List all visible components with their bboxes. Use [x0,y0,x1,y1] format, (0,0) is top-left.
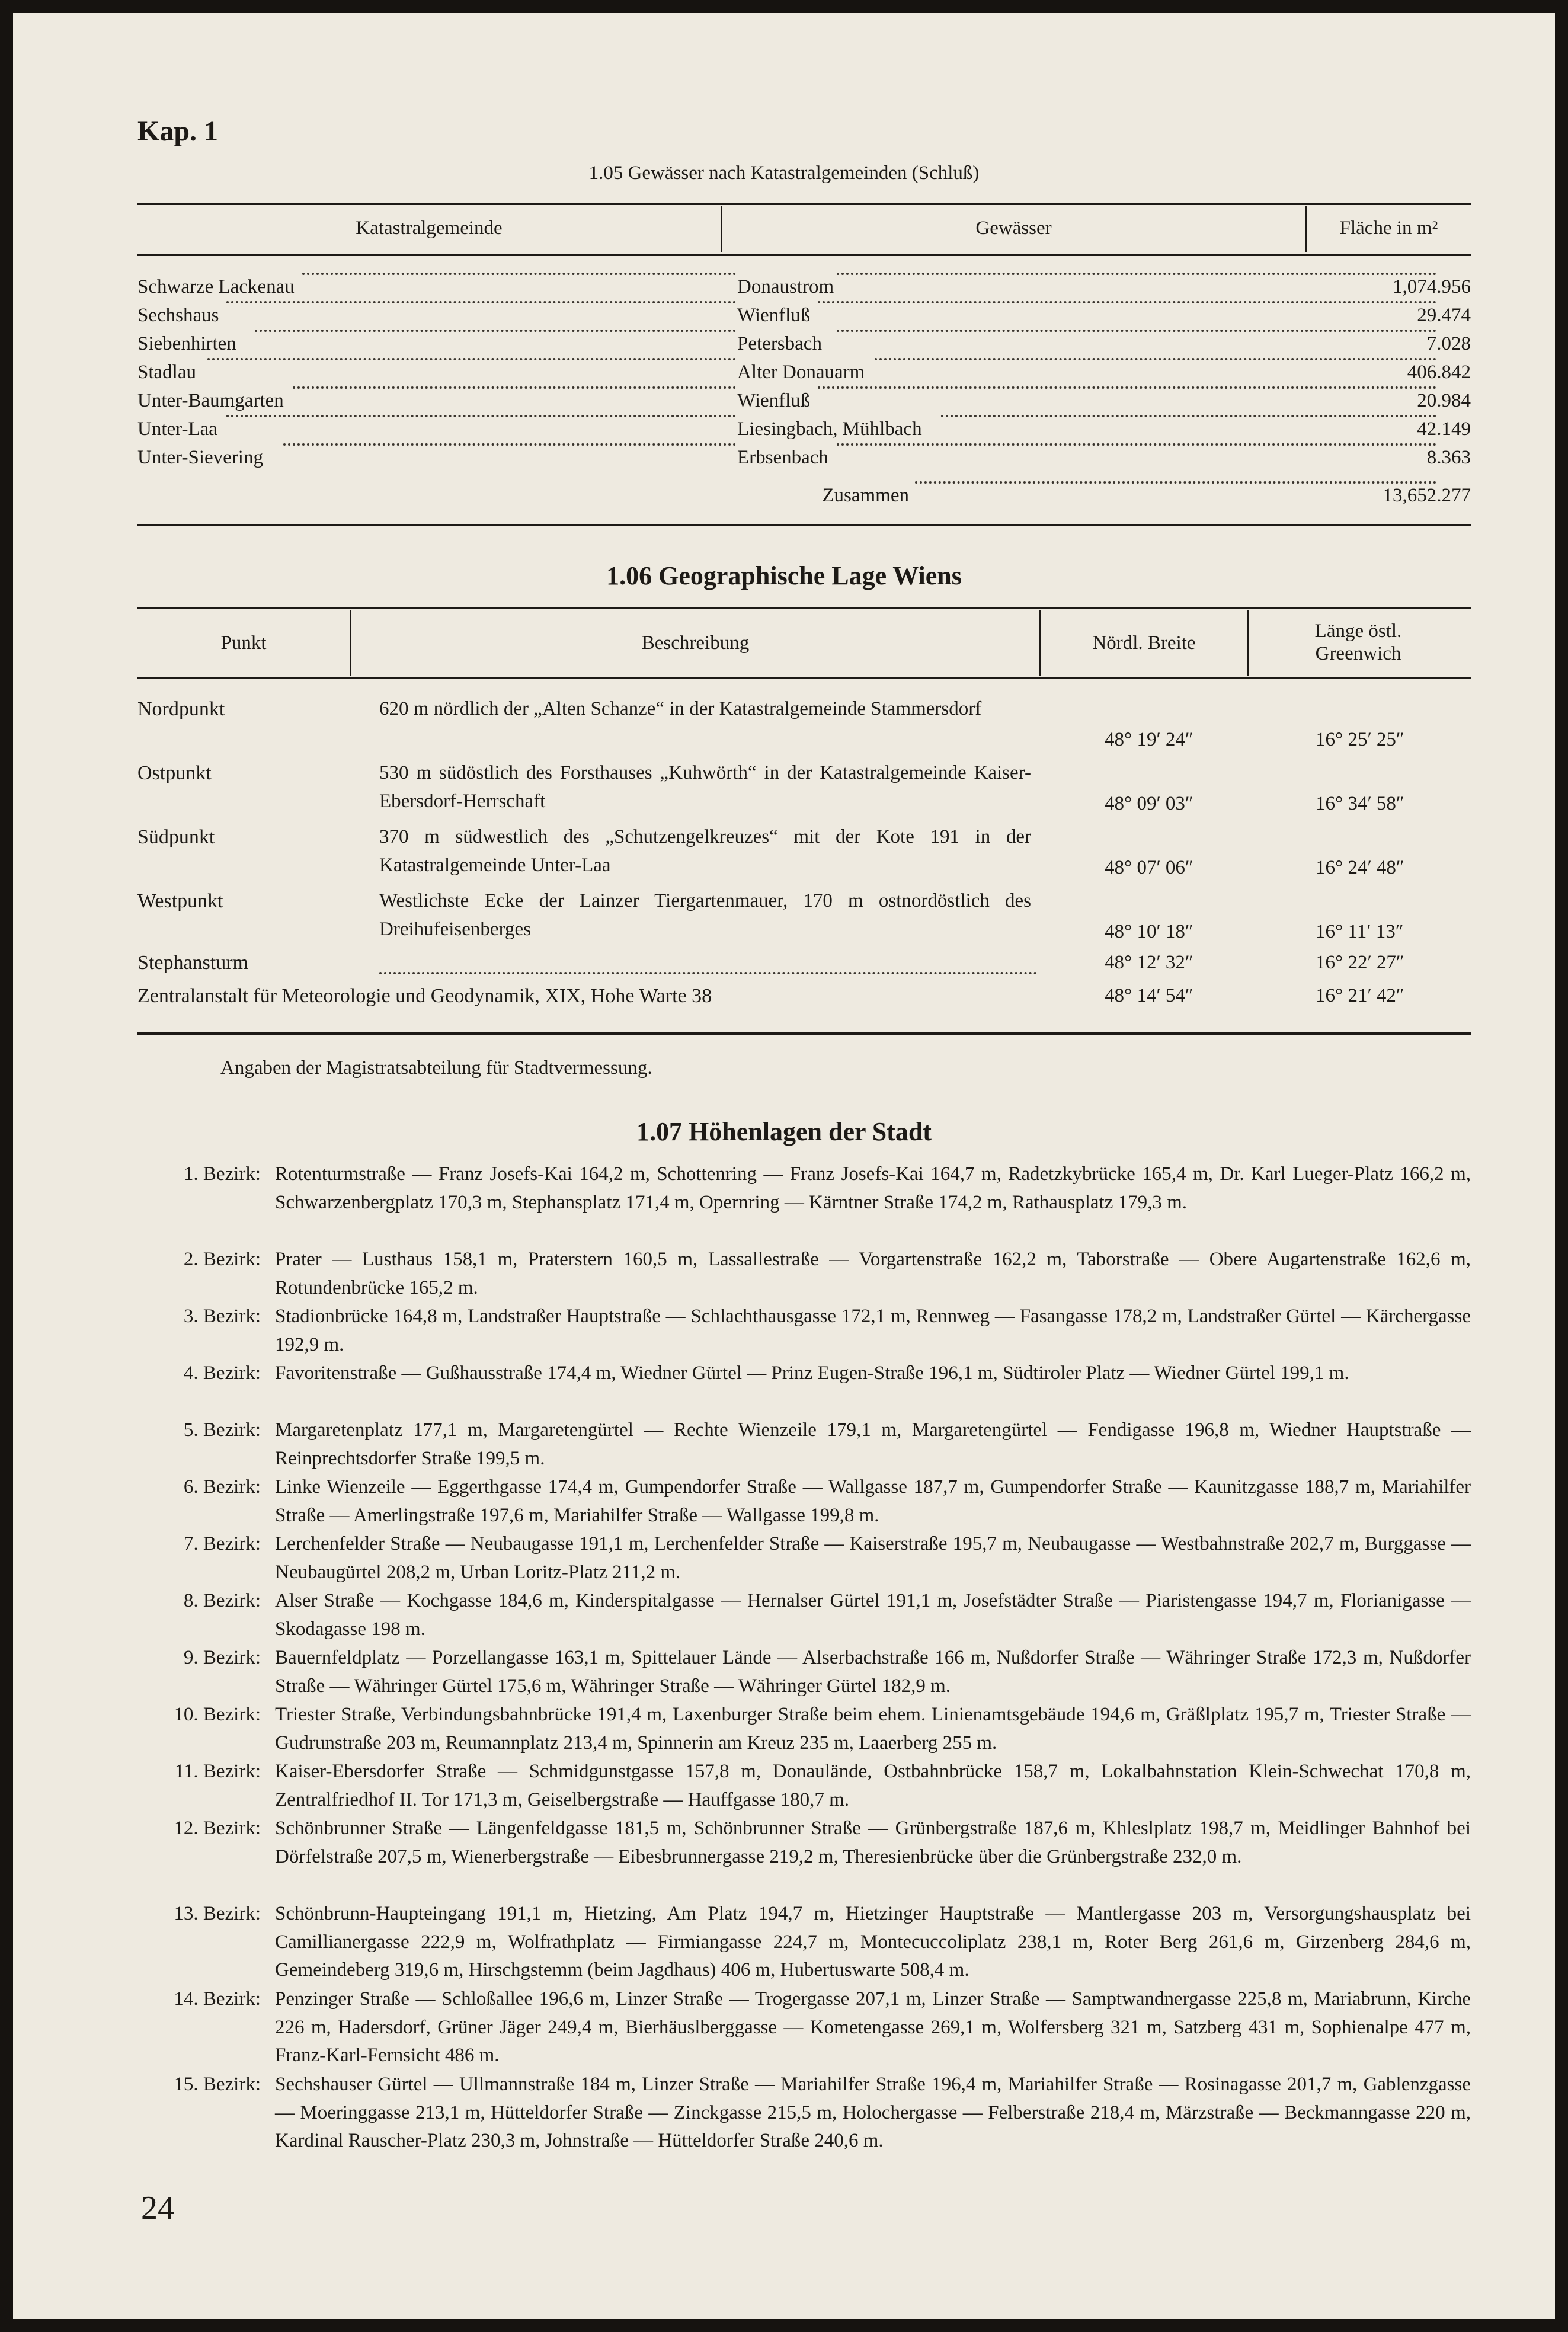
bezirk-text: Kaiser-Ebersdorfer Straße — Schmidgunstgasse 157,8 m, Donaulände, Ostbahnbrücke 158,7 m, Lokalbahnstation Klein-Schwechat 170,8 m, Zentralfriedhof II. Tor 171,3 m, Geiselbergstraße — Hauffgasse 180,7 m. [275,1761,1471,1810]
chapter-label: Kap. 1 [137,116,219,147]
cell-gemeinde: Unter-Laa [137,418,217,440]
geo-punkt: Westpunkt [137,890,223,912]
cell-gewaesser: Erbsenbach [737,447,828,468]
geo-laenge: 16° 34′ 58″ [1316,793,1404,814]
bezirk-text: Favoritenstraße — Gußhausstraße 174,4 m, Wiedner Gürtel — Prinz Eugen-Straße 196,1 m, Südtiroler Platz — Wiedner Gürtel 199,1 m. [275,1362,1349,1384]
column-header-katastralgemeinde: Katastralgemeinde [356,217,503,239]
column-header-flaeche: Fläche in m² [1339,217,1438,239]
geo-laenge: 16° 25′ 25″ [1316,729,1404,750]
cell-gewaesser: Alter Donauarm [737,362,865,383]
bezirk-label: 7. Bezirk: [183,1533,261,1554]
table-106-top-rule [137,607,1471,609]
table-row [137,330,1471,358]
cell-gemeinde: Schwarze Lackenau [137,276,295,298]
cell-gemeinde: Stadlau [137,362,196,383]
bezirk-text: Schönbrunn-Haupteingang 191,1 m, Hietzing, Am Platz 194,7 m, Hietzinger Hauptstraße — Mantlergasse 203 m, Versorgungshausplatz bei Camillianergasse 222,9 m, Wolfrathplatz — Firmiangasse 224,7 m, Montecuccoliplatz 238,1 m, Roter Berg 261,6 m, Girzenberg 284,6 m, Gemeindeberg 319,6 m, Hirschgstemm (beim Jagdhaus) 406 m, Hubertuswarte 508,4 m. [275,1903,1471,1981]
geo-punkt: Stephansturm [137,952,248,974]
table-105-bottom-rule [137,524,1471,526]
geo-breite: 48° 12′ 32″ [1105,952,1193,973]
geo-beschreibung: 530 m südöstlich des Forsthauses „Kuhwörth“ in der Katastralgemeinde Kaiser-Ebersdorf-Herrschaft [379,762,1031,812]
cell-flaeche: 406.842 [1407,362,1471,383]
table-row [137,273,1471,301]
geo-punkt: Zentralanstalt für Meteorologie und Geodynamik, XIX, Hohe Warte 38 [137,985,712,1007]
geo-laenge: 16° 11′ 13″ [1316,921,1404,942]
cell-gewaesser: Wienfluß [737,305,811,326]
bezirk-text: Sechshauser Gürtel — Ullmannstraße 184 m, Linzer Straße — Mariahilfer Straße 196,4 m, Mariahilfer Straße — Rosinagasse 201,7 m, Gablenzgasse — Moeringgasse 213,1 m, Hütteldorfer Straße — Zinckgasse 215,5 m, Holochergasse — Felberstraße 218,4 m, Märzstraße — Beckmanngasse 220 m, Kardinal Rauscher-Platz 230,3 m, Johnstraße — Hütteldorfer Straße 240,6 m. [275,2074,1471,2152]
bezirk-text: Schönbrunner Straße — Längenfeldgasse 181,5 m, Schönbrunner Straße — Grünbergstraße 187,6 m, Khleslplatz 198,7 m, Meidlinger Bahnhof bei Dörfelstraße 207,5 m, Wienerbergstraße — Eibesbrunnergasse 219,2 m, Theresienbrücke über die Grünbergstraße 232,0 m. [275,1818,1471,1867]
bezirk-label: 3. Bezirk: [183,1306,261,1327]
bezirk-text: Lerchenfelder Straße — Neubaugasse 191,1 m, Lerchenfelder Straße — Kaiserstraße 195,7 m, Neubaugasse — Westbahnstraße 202,7 m, Burggasse — Neubaugürtel 208,2 m, Urban Loritz-Platz 211,2 m. [275,1533,1471,1583]
table-106-col-divider-3 [1247,610,1249,676]
bezirk-label: 8. Bezirk: [183,1590,261,1611]
cell-gewaesser: Liesingbach, Mühlbach [737,418,922,440]
leader-dots [293,386,736,389]
leader-dots [226,301,736,303]
bezirk-text: Triester Straße, Verbindungsbahnbrücke 191,4 m, Laxenburger Straße beim ehem. Linienamtsgebäude 194,6 m, Gräßlplatz 195,7 m, Triester Straße — Gudrunstraße 203 m, Reumannplatz 213,4 m, Spinnerin am Kreuz 235 m, Laaerberg 255 m. [275,1704,1471,1754]
column-header-breite: Nördl. Breite [1092,632,1196,654]
geo-beschreibung: 620 m nördlich der „Alten Schanze“ in der Katastralgemeinde Stammersdorf [379,698,982,719]
geo-breite: 48° 07′ 06″ [1105,857,1193,878]
bezirk-text: Margaretenplatz 177,1 m, Margaretengürtel — Rechte Wienzeile 179,1 m, Margaretengürtel — Fendigasse 196,8 m, Wiedner Hauptstraße — Reinprechtsdorfer Straße 199,5 m. [275,1419,1471,1469]
bezirk-label: 4. Bezirk: [183,1362,261,1384]
cell-gewaesser: Petersbach [737,333,822,354]
bezirk-text: Linke Wienzeile — Eggerthgasse 174,4 m, Gumpendorfer Straße — Wallgasse 187,7 m, Gumpendorfer Straße — Kaunitzgasse 188,7 m, Mariahilfer Straße — Amerlingstraße 197,6 m, Mariahilfer Straße — Wallgasse 199,8 m. [275,1476,1471,1526]
table-row [137,386,1471,415]
page-number: 24 [141,2190,174,2227]
leader-dots [226,415,736,417]
geo-breite: 48° 10′ 18″ [1105,921,1193,942]
bezirk-text: Rotenturmstraße — Franz Josefs-Kai 164,2 m, Schottenring — Franz Josefs-Kai 164,7 m, Radetzkybrücke 165,4 m, Dr. Karl Lueger-Platz 166,2 m, Schwarzenbergplatz 170,3 m, Stephansplatz 171,4 m, Opernring — Kärntner Straße 174,2 m, Rathausplatz 179,3 m. [275,1163,1471,1213]
bezirk-label: 12. Bezirk: [174,1818,261,1839]
geo-beschreibung: 370 m südwestlich des „Schutzengelkreuzes“ mit der Kote 191 in der Katastralgemeinde Unter-Laa [379,826,1031,876]
column-header-beschreibung: Beschreibung [641,632,750,654]
geo-laenge: 16° 21′ 42″ [1316,985,1404,1006]
bezirk-text: Prater — Lusthaus 158,1 m, Praterstern 160,5 m, Lassallestraße — Vorgartenstraße 162,2 m, Taborstraße — Obere Augartenstraße 162,6 m, Rotundenbrücke 165,2 m. [275,1249,1471,1298]
column-header-laenge: Länge östl. Greenwich [1314,620,1402,664]
bezirk-text: Alser Straße — Kochgasse 184,6 m, Kinderspitalgasse — Hernalser Gürtel 191,1 m, Josefstädter Straße — Piaristengasse 194,7 m, Florianigasse — Skodagasse 198 m. [275,1590,1471,1640]
bezirk-text: Bauernfeldplatz — Porzellangasse 163,1 m, Spittelauer Lände — Alserbachstraße 166 m, Nußdorfer Straße — Währinger Straße 172,3 m, Nußdorfer Straße — Währinger Gürtel 175,6 m, Währinger Straße — Währinger Gürtel 182,9 m. [275,1647,1471,1697]
table-106-header-rule [137,677,1471,679]
bezirk-text: Stadionbrücke 164,8 m, Landstraßer Hauptstraße — Schlachthausgasse 172,1 m, Rennweg — Fasangasse 178,2 m, Landstraßer Gürtel — Kärchergasse 192,9 m. [275,1306,1471,1355]
total-label: Zusammen [822,485,909,506]
document-page [13,13,1555,2319]
geo-breite: 48° 09′ 03″ [1105,793,1193,814]
bezirk-label: 6. Bezirk: [183,1476,261,1498]
cell-gewaesser: Wienfluß [737,390,811,411]
cell-flaeche: 8.363 [1426,447,1471,468]
geo-breite: 48° 14′ 54″ [1105,985,1193,1006]
total-value: 13,652.277 [1383,485,1471,506]
geo-punkt: Südpunkt [137,826,215,848]
table-row [137,301,1471,330]
bezirk-label: 2. Bezirk: [183,1249,261,1270]
cell-flaeche: 29.474 [1417,305,1471,326]
bezirk-label: 10. Bezirk: [174,1704,261,1725]
section-107-title: 1.07 Höhenlagen der Stadt [636,1117,932,1146]
geo-laenge: 16° 24′ 48″ [1316,857,1404,878]
table-row [137,358,1471,386]
bezirk-label: 9. Bezirk: [183,1647,261,1668]
cell-gemeinde: Siebenhirten [137,333,236,354]
leader-dots [207,358,736,360]
table-105-header-rule [137,254,1471,256]
geo-breite: 48° 19′ 24″ [1105,729,1193,750]
cell-gewaesser: Donaustrom [737,276,834,298]
table-row [137,443,1471,472]
geo-laenge: 16° 22′ 27″ [1316,952,1404,973]
table-106-bottom-rule [137,1032,1471,1035]
cell-gemeinde: Unter-Sievering [137,447,263,468]
cell-flaeche: 42.149 [1417,418,1471,440]
cell-gemeinde: Unter-Baumgarten [137,390,284,411]
source-note: Angaben der Magistratsabteilung für Stadtvermessung. [220,1057,652,1079]
geo-punkt: Nordpunkt [137,698,225,720]
bezirk-label: 5. Bezirk: [183,1419,261,1441]
cell-flaeche: 7.028 [1426,333,1471,354]
column-header-gewaesser: Gewässer [975,217,1052,239]
cell-gemeinde: Sechshaus [137,305,219,326]
bezirk-label: 14. Bezirk: [174,1988,261,2010]
bezirk-label: 15. Bezirk: [174,2074,261,2095]
leader-dots [379,972,1037,974]
section-106-title: 1.06 Geographische Lage Wiens [606,561,962,590]
cell-flaeche: 20.984 [1417,390,1471,411]
column-header-punkt: Punkt [220,632,267,654]
bezirk-text: Penzinger Straße — Schloßallee 196,6 m, Linzer Straße — Trogergasse 207,1 m, Linzer Straße — Samptwandnergasse 225,8 m, Mariabrunn, Kirche 226 m, Hadersdorf, Grüner Jäger 249,4 m, Bierhäuslberggasse — Kometengasse 269,1 m, Wolfersberg 321 m, Satzberg 431 m, Sophienalpe 477 m, Franz-Karl-Fernsicht 486 m. [275,1988,1471,2067]
cell-flaeche: 1,074.956 [1393,276,1471,298]
table-105-top-rule [137,203,1471,205]
table-row [137,415,1471,443]
table-105-total-row [137,481,1471,510]
bezirk-label: 11. Bezirk: [174,1761,261,1782]
leader-dots [302,273,736,275]
geo-punkt: Ostpunkt [137,762,212,784]
leader-dots [255,330,736,332]
table-105-caption: 1.05 Gewässer nach Katastralgemeinden (Schluß) [588,162,980,184]
leader-dots [283,443,736,446]
bezirk-label: 1. Bezirk: [183,1163,261,1185]
geo-beschreibung: Westlichste Ecke der Lainzer Tiergartenmauer, 170 m ostnordöstlich des Dreihufeisenberges [379,890,1031,940]
bezirk-label: 13. Bezirk: [174,1903,261,1924]
